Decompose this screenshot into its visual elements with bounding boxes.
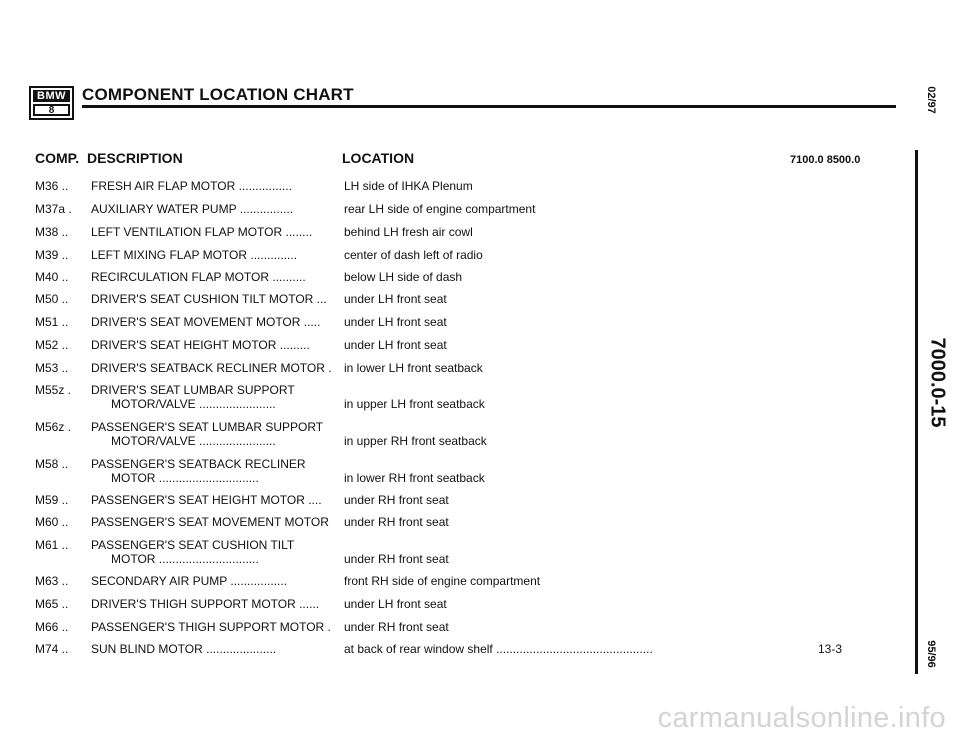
component-location: under RH front seat (344, 552, 449, 566)
component-code: M65 .. (35, 597, 69, 611)
component-code: M60 .. (35, 515, 69, 529)
component-code: M58 .. (35, 457, 69, 471)
component-code: M53 .. (35, 361, 69, 375)
component-location: center of dash left of radio (344, 248, 483, 262)
component-code: M63 .. (35, 574, 69, 588)
component-code: M37a . (35, 202, 72, 216)
component-location: under RH front seat (344, 515, 449, 529)
component-code: M50 .. (35, 292, 69, 306)
component-location: behind LH fresh air cowl (344, 225, 473, 239)
component-description: SECONDARY AIR PUMP ................. (91, 574, 288, 588)
page-number: 13-3 (818, 642, 843, 656)
header-location: LOCATION (342, 150, 415, 166)
component-description: PASSENGER'S THIGH SUPPORT MOTOR . (91, 620, 331, 634)
page-title: COMPONENT LOCATION CHART (82, 85, 354, 104)
component-location: below LH side of dash (344, 270, 463, 284)
watermark: carmanualsonline.info (657, 702, 946, 734)
component-location: in lower LH front seatback (344, 361, 483, 375)
component-description: DRIVER'S SEAT LUMBAR SUPPORT MOTOR/VALVE ....................... (91, 383, 295, 411)
component-description: SUN BLIND MOTOR ..................... (91, 642, 277, 656)
component-code: M36 .. (35, 179, 69, 193)
component-location: under RH front seat (344, 493, 449, 507)
component-description: PASSENGER'S SEAT HEIGHT MOTOR .... (91, 493, 322, 507)
component-description: PASSENGER'S SEATBACK RECLINER MOTOR .............................. (91, 457, 306, 485)
sidebar-date-bottom: 95/96 (925, 634, 937, 674)
component-location: under LH front seat (344, 315, 447, 329)
component-code: M59 .. (35, 493, 69, 507)
component-description: LEFT VENTILATION FLAP MOTOR ........ (91, 225, 313, 239)
header-codes: 7100.0 8500.0 (790, 154, 861, 166)
component-location: under RH front seat (344, 620, 449, 634)
component-description: LEFT MIXING FLAP MOTOR .............. (91, 248, 298, 262)
component-description: DRIVER'S SEATBACK RECLINER MOTOR . (91, 361, 332, 375)
component-code: M52 .. (35, 338, 69, 352)
component-location: in lower RH front seatback (344, 471, 485, 485)
margin-rule (915, 150, 918, 674)
component-code: M38 .. (35, 225, 69, 239)
component-description: PASSENGER'S SEAT CUSHION TILT MOTOR .............................. (91, 538, 295, 566)
bmw-8-series-logo (29, 86, 74, 120)
component-location: under LH front seat (344, 292, 447, 306)
component-location: front RH side of engine compartment (344, 574, 541, 588)
component-code: M40 .. (35, 270, 69, 284)
title-rule (82, 105, 896, 108)
component-description: DRIVER'S THIGH SUPPORT MOTOR ...... (91, 597, 320, 611)
component-description: FRESH AIR FLAP MOTOR ................ (91, 179, 292, 193)
header-comp: COMP. (35, 150, 80, 166)
component-description: RECIRCULATION FLAP MOTOR .......... (91, 270, 306, 284)
component-code: M51 .. (35, 315, 69, 329)
component-location: under LH front seat (344, 597, 447, 611)
component-description: DRIVER'S SEAT MOVEMENT MOTOR ..... (91, 315, 321, 329)
component-description: PASSENGER'S SEAT LUMBAR SUPPORT MOTOR/VALVE ....................... (91, 420, 324, 448)
component-location: under LH front seat (344, 338, 447, 352)
component-location: rear LH side of engine compartment (344, 202, 536, 216)
component-description: AUXILIARY WATER PUMP ................ (91, 202, 294, 216)
component-code: M61 .. (35, 538, 69, 552)
component-code: M74 .. (35, 642, 69, 656)
component-code: M55z . (35, 383, 72, 397)
component-description: PASSENGER'S SEAT MOVEMENT MOTOR (91, 515, 329, 529)
component-code: M66 .. (35, 620, 69, 634)
logo-brand: BMW (33, 90, 70, 102)
component-description: DRIVER'S SEAT HEIGHT MOTOR ......... (91, 338, 310, 352)
sidebar-section-number: 7000.0-15 (926, 317, 949, 449)
component-location: at back of rear window shelf ............................................... (344, 642, 653, 656)
component-code: M39 .. (35, 248, 69, 262)
component-location: in upper LH front seatback (344, 397, 485, 411)
component-location: in upper RH front seatback (344, 434, 487, 448)
component-description: DRIVER'S SEAT CUSHION TILT MOTOR ... (91, 292, 327, 306)
component-location: LH side of IHKA Plenum (344, 179, 473, 193)
header-description: DESCRIPTION (87, 150, 183, 166)
component-code: M56z . (35, 420, 72, 434)
logo-series: 8 (33, 104, 70, 116)
sidebar-date-top: 02/97 (925, 80, 937, 120)
